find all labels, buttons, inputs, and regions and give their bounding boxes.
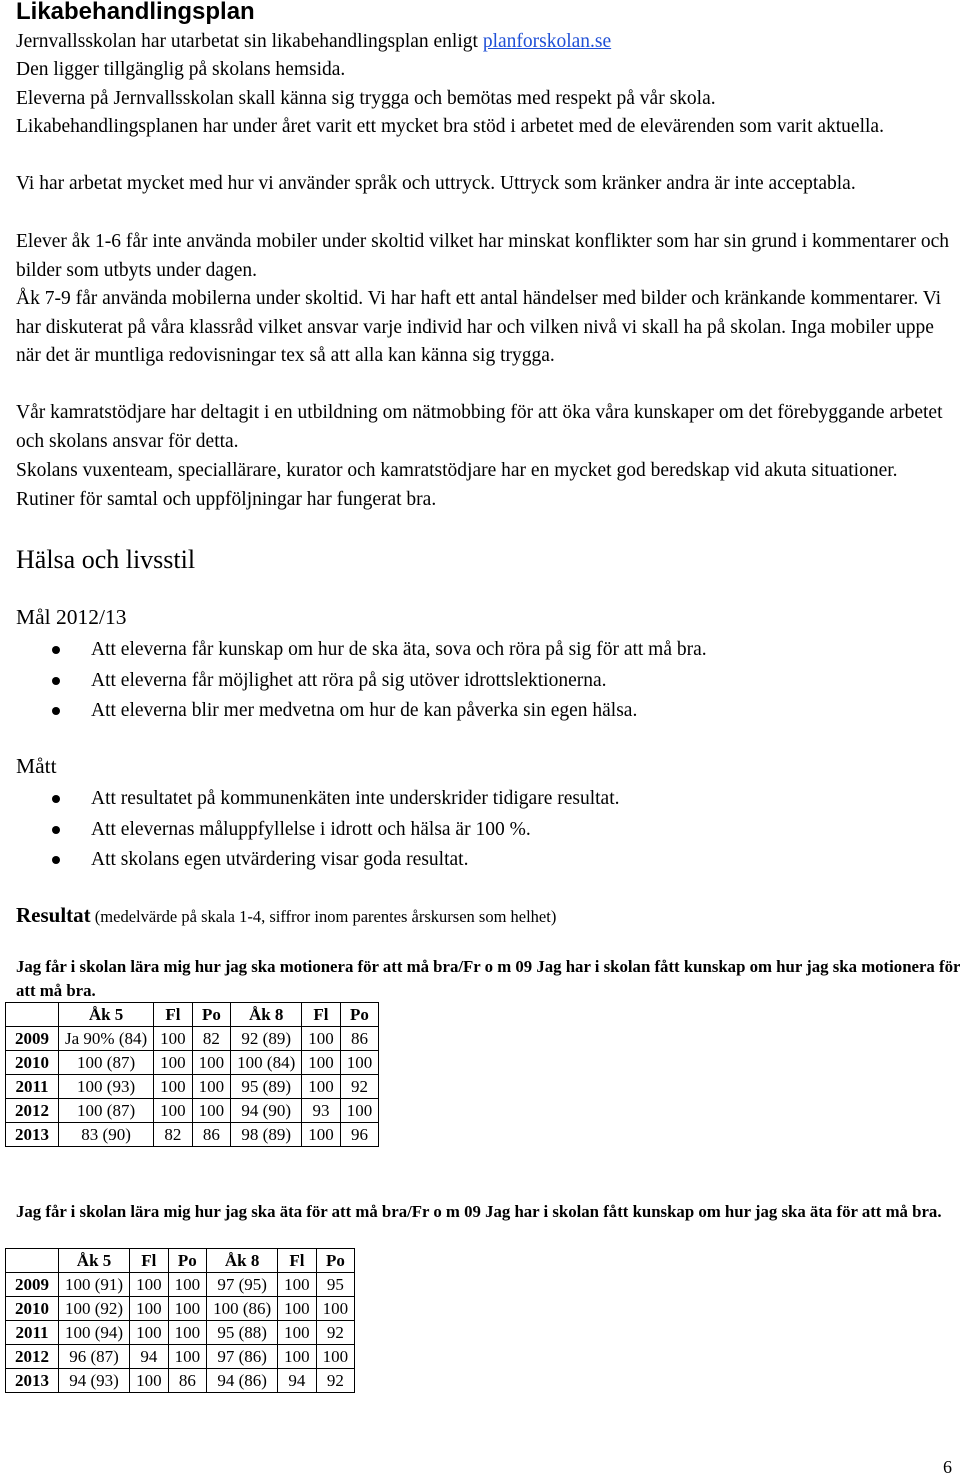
intro-line-1 <box>16 28 951 57</box>
table-cell: 100 <box>168 1321 207 1345</box>
goal-item <box>16 666 707 697</box>
table-cell: 100 <box>278 1345 317 1369</box>
table-cell: 100 <box>192 1099 231 1123</box>
table-header-row <box>6 1003 379 1027</box>
column-header: Fl <box>302 1003 341 1027</box>
bullet-icon <box>52 826 60 834</box>
table-cell: 86 <box>168 1369 207 1393</box>
result-label: Resultat <box>16 903 91 927</box>
intro-line-1-text: Jernvallsskolan har utarbetat sin likabehandlingsplan enligt <box>16 31 483 52</box>
intro-paragraph-3: Likabehandlingsplanen har under året varit ett mycket bra stöd i arbetet med de elevärenden som varit aktuella. <box>16 116 884 137</box>
table-cell: 100 (92) <box>59 1297 130 1321</box>
table-header-row <box>6 1249 355 1273</box>
column-header: Åk 8 <box>207 1249 278 1273</box>
row-year: 2010 <box>6 1051 59 1075</box>
goal-text: Att eleverna får möjlighet att röra på sig utöver idrottslektionerna. <box>91 669 607 691</box>
table-cell: 95 <box>316 1273 355 1297</box>
goals-heading: Mål 2012/13 <box>16 605 127 629</box>
table-cell: 82 <box>154 1123 193 1147</box>
column-header: Fl <box>278 1249 317 1273</box>
table-cell: 100 (94) <box>59 1321 130 1345</box>
intro-paragraph-2: Eleverna på Jernvallsskolan skall känna sig trygga och bemötas med respekt på vår skola. <box>16 88 716 109</box>
table-cell: 82 <box>192 1027 231 1051</box>
goal-text: Att eleverna får kunskap om hur de ska äta, sova och röra på sig för att må bra. <box>91 639 707 660</box>
table-cell: 100 <box>168 1273 207 1297</box>
table-cell: 100 <box>316 1297 355 1321</box>
goal-text: Att eleverna blir mer medvetna om hur de kan påverka sin egen hälsa. <box>91 700 638 721</box>
intro-paragraph-7: Vår kamratstödjare har deltagit i en utbildning om nätmobbing för att öka våra kunskaper om det förebyggande arbetet och skolans ansvar för detta. <box>16 402 943 452</box>
intro-paragraph-4: Vi har arbetat mycket med hur vi använder språk och uttryck. Uttryck som kränker andra är inte acceptabla. <box>16 173 856 194</box>
table-1 <box>5 1002 379 1147</box>
table-row <box>6 1273 355 1297</box>
column-header: Po <box>316 1249 355 1273</box>
table-cell: 100 <box>130 1297 169 1321</box>
table-cell: 100 <box>278 1297 317 1321</box>
bullet-icon <box>52 795 60 803</box>
table-cell: 100 (84) <box>231 1051 302 1075</box>
table-cell: 100 <box>168 1345 207 1369</box>
row-year: 2012 <box>6 1099 59 1123</box>
table-cell: 100 <box>316 1345 355 1369</box>
table-cell: 100 (91) <box>59 1273 130 1297</box>
row-year: 2009 <box>6 1027 59 1051</box>
table-cell: Ja 90% (84) <box>59 1027 154 1051</box>
table-cell: 100 (93) <box>59 1075 154 1099</box>
table-cell: 100 <box>154 1051 193 1075</box>
result-note: (medelvärde på skala 1-4, siffror inom parentes årskursen som helhet) <box>90 907 557 926</box>
measure-text: Att skolans egen utvärdering visar goda resultat. <box>91 849 469 870</box>
planforskolan-link[interactable]: planforskolan.se <box>482 31 612 52</box>
table-cell: 100 <box>278 1321 317 1345</box>
row-year: 2012 <box>6 1345 59 1369</box>
table-cell: 100 <box>340 1051 379 1075</box>
table-cell: 100 <box>154 1099 193 1123</box>
table-cell: 83 (90) <box>59 1123 154 1147</box>
table-cell: 95 (88) <box>207 1321 278 1345</box>
table-cell: 100 <box>192 1051 231 1075</box>
measure-text: Att elevernas måluppfyllelse i idrott och hälsa är 100 %. <box>91 818 531 840</box>
table-cell: 97 (86) <box>207 1345 278 1369</box>
table-cell: 94 <box>278 1369 317 1393</box>
bullet-icon <box>52 707 60 715</box>
table-cell: 96 (87) <box>59 1345 130 1369</box>
table-cell: 94 <box>130 1345 169 1369</box>
column-header: Åk 5 <box>59 1249 130 1273</box>
page-title: Likabehandlingsplan <box>16 0 255 25</box>
table-cell: 86 <box>192 1123 231 1147</box>
row-year: 2010 <box>6 1297 59 1321</box>
bullet-icon <box>52 677 60 685</box>
table-row <box>6 1345 355 1369</box>
column-header: Po <box>168 1249 207 1273</box>
measure-item <box>16 845 620 876</box>
table-row <box>6 1099 379 1123</box>
bullet-icon <box>52 646 60 654</box>
measures-list <box>16 784 620 876</box>
table-cell: 100 (87) <box>59 1051 154 1075</box>
table-cell: 95 (89) <box>231 1075 302 1099</box>
goals-list <box>16 635 707 727</box>
table-cell: 92 <box>340 1075 379 1099</box>
row-year: 2011 <box>6 1321 59 1345</box>
row-year: 2011 <box>6 1075 59 1099</box>
table-cell: 100 (86) <box>207 1297 278 1321</box>
intro-paragraph-1: Den ligger tillgänglig på skolans hemsida. <box>16 59 346 80</box>
column-header: Po <box>340 1003 379 1027</box>
table-2 <box>5 1248 355 1393</box>
row-year: 2013 <box>6 1123 59 1147</box>
intro-paragraph-8: Skolans vuxenteam, speciallärare, kurator och kamratstödjare har en mycket god beredskap vid akuta situationer. Rutiner för samtal och uppföljningar har fungerat bra. <box>16 460 898 510</box>
row-year: 2013 <box>6 1369 59 1393</box>
table-cell: 100 <box>340 1099 379 1123</box>
table-cell: 100 <box>130 1369 169 1393</box>
column-header <box>6 1249 59 1273</box>
table-row <box>6 1051 379 1075</box>
column-header <box>6 1003 59 1027</box>
table-row <box>6 1027 379 1051</box>
table-cell: 100 <box>302 1075 341 1099</box>
measure-item <box>16 815 620 846</box>
result-heading <box>16 903 556 928</box>
table-row <box>6 1369 355 1393</box>
page-number: 6 <box>943 1457 952 1477</box>
table-row <box>6 1123 379 1147</box>
measures-heading: Mått <box>16 754 57 778</box>
table-row <box>6 1297 355 1321</box>
table-cell: 100 (87) <box>59 1099 154 1123</box>
column-header: Åk 8 <box>231 1003 302 1027</box>
column-header: Fl <box>130 1249 169 1273</box>
table-cell: 100 <box>302 1027 341 1051</box>
table-cell: 94 (93) <box>59 1369 130 1393</box>
table-cell: 92 <box>316 1369 355 1393</box>
table-cell: 100 <box>154 1075 193 1099</box>
table-cell: 100 <box>192 1075 231 1099</box>
table-cell: 100 <box>168 1297 207 1321</box>
table-cell: 100 <box>130 1321 169 1345</box>
table-cell: 96 <box>340 1123 379 1147</box>
table-cell: 100 <box>130 1273 169 1297</box>
table-cell: 92 <box>316 1321 355 1345</box>
table-cell: 94 (90) <box>231 1099 302 1123</box>
table-cell: 97 (95) <box>207 1273 278 1297</box>
column-header: Fl <box>154 1003 193 1027</box>
column-header: Po <box>192 1003 231 1027</box>
table-cell: 100 <box>302 1051 341 1075</box>
table-cell: 100 <box>302 1123 341 1147</box>
table-2-question: Jag får i skolan lära mig hur jag ska äta för att må bra/Fr o m 09 Jag har i skolan fått kunskap om hur jag ska äta för att må bra. <box>16 1202 942 1221</box>
table-row <box>6 1075 379 1099</box>
measure-item <box>16 784 620 815</box>
goal-item <box>16 696 707 727</box>
bullet-icon <box>52 856 60 864</box>
intro-paragraph-5: Elever åk 1-6 får inte använda mobiler under skoltid vilket har minskat konflikter som har sin grund i kommentarer och bilder som utbyts under dagen. <box>16 231 950 281</box>
table-cell: 100 <box>154 1027 193 1051</box>
table-cell: 92 (89) <box>231 1027 302 1051</box>
goal-item <box>16 635 707 666</box>
table-cell: 93 <box>302 1099 341 1123</box>
row-year: 2009 <box>6 1273 59 1297</box>
table-cell: 100 <box>278 1273 317 1297</box>
section-heading: Hälsa och livsstil <box>16 545 196 574</box>
table-cell: 94 (86) <box>207 1369 278 1393</box>
table-cell: 86 <box>340 1027 379 1051</box>
table-1-question: Jag får i skolan lära mig hur jag ska motionera för att må bra/Fr o m 09 Jag har i skolan fått kunskap om hur jag ska motionera för att må bra. <box>16 957 960 1000</box>
table-row <box>6 1321 355 1345</box>
measure-text: Att resultatet på kommunenkäten inte underskrider tidigare resultat. <box>91 788 620 809</box>
column-header: Åk 5 <box>59 1003 154 1027</box>
intro-paragraph-6: Åk 7-9 får använda mobilerna under skoltid. Vi har haft ett antal händelser med bilder och kränkande kommentarer. Vi har diskuterat på våra klassråd vilket ansvar varje individ har och vilken nivå vi skall ha på skolan. Inga mobiler uppe när det är muntliga redovisningar tex så att alla kan känna sig trygga. <box>16 288 942 367</box>
table-cell: 98 (89) <box>231 1123 302 1147</box>
